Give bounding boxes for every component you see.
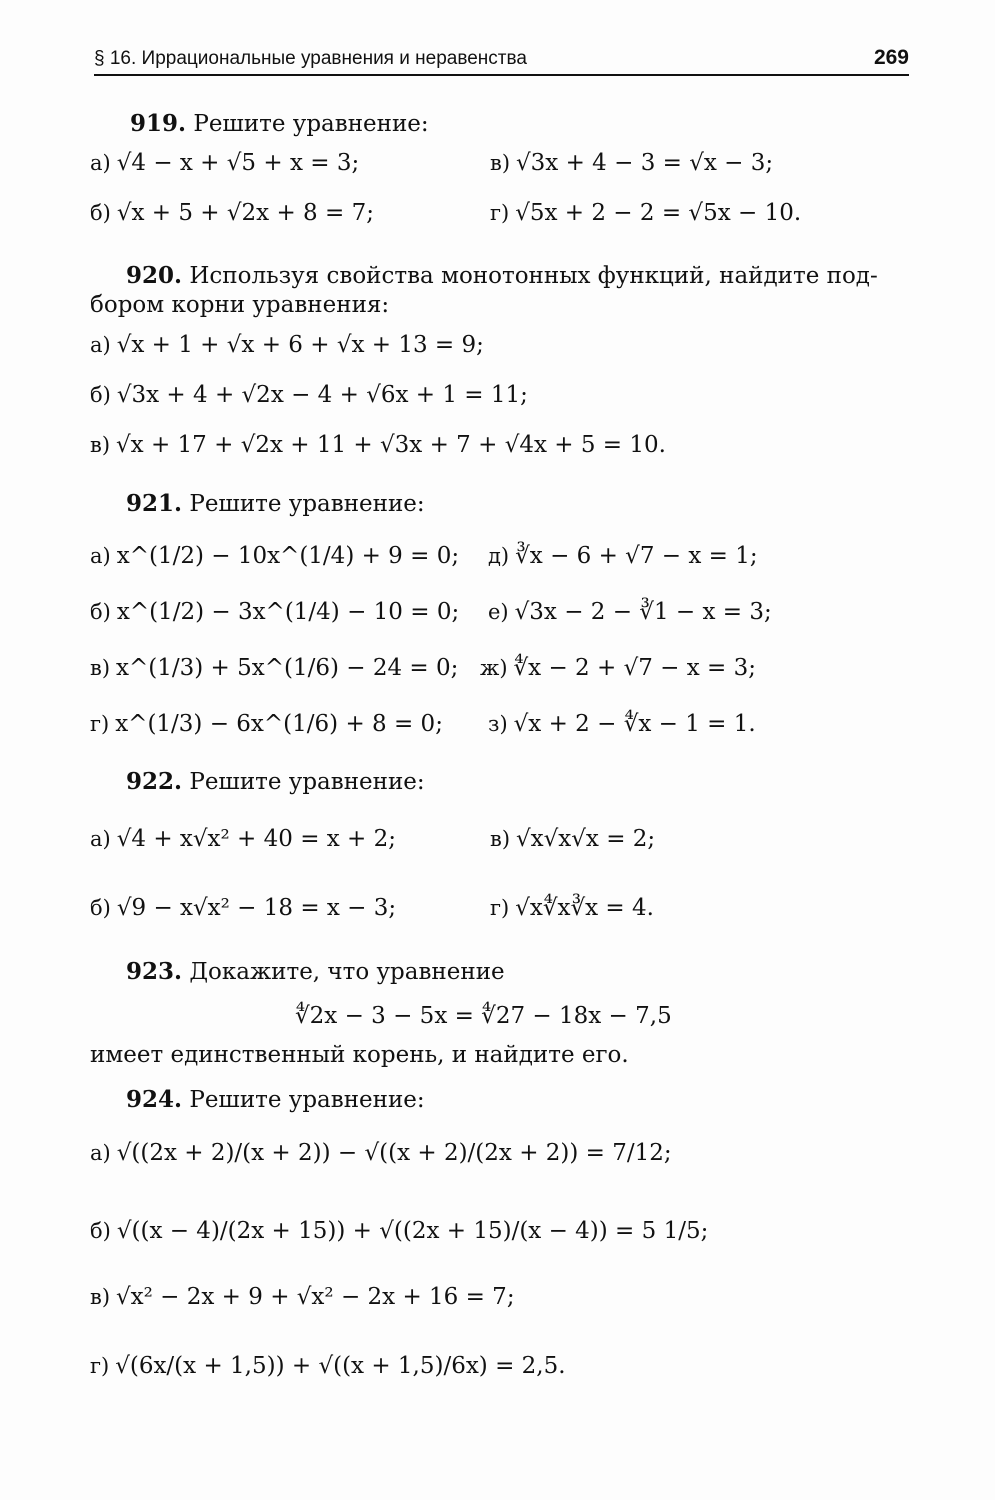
- problem-922-b: б) √9 − x√x² − 18 = x − 3;: [90, 895, 397, 921]
- problem-920-a: а) √x + 1 + √x + 6 + √x + 13 = 9;: [90, 332, 484, 358]
- problem-922-g: г) √x∜x∛x = 4.: [490, 895, 654, 921]
- problem-919-a: а) √4 − x + √5 + x = 3;: [90, 150, 360, 176]
- problem-921-v: в) x^(1/3) + 5x^(1/6) − 24 = 0;: [90, 655, 459, 681]
- problem-921-zh: ж) ∜x − 2 + √7 − x = 3;: [480, 655, 756, 681]
- problem-922-a: а) √4 + x√x² + 40 = x + 2;: [90, 826, 397, 852]
- problem-921-a: а) x^(1/2) − 10x^(1/4) + 9 = 0;: [90, 543, 460, 569]
- problem-921-e: е) √3x − 2 − ∛1 − x = 3;: [488, 599, 772, 625]
- problem-922-title: 922. Решите уравнение:: [126, 768, 425, 795]
- problem-921-g: г) x^(1/3) − 6x^(1/6) + 8 = 0;: [90, 711, 443, 737]
- problem-919-b: б) √x + 5 + √2x + 8 = 7;: [90, 200, 374, 226]
- problem-919-g: г) √5x + 2 − 2 = √5x − 10.: [490, 200, 802, 226]
- problem-922-v: в) √x√x√x = 2;: [490, 826, 656, 852]
- problem-921-z: з) √x + 2 − ∜x − 1 = 1.: [488, 711, 756, 737]
- problem-924-title: 924. Решите уравнение:: [126, 1086, 425, 1113]
- page-number: 269: [873, 46, 909, 69]
- problem-924-b: б) √((x − 4)/(2x + 15)) + √((2x + 15)/(x − 4)) = 5 1/5;: [90, 1218, 709, 1244]
- problem-923-title: 923. Докажите, что уравнение: [126, 958, 505, 985]
- problem-924-v: в) √x² − 2x + 9 + √x² − 2x + 16 = 7;: [90, 1284, 515, 1310]
- problem-919-v: в) √3x + 4 − 3 = √x − 3;: [490, 150, 774, 176]
- problem-920-title-cont: бором корни уравнения:: [90, 292, 390, 318]
- page-header: [94, 44, 909, 76]
- problem-920-b: б) √3x + 4 + √2x − 4 + √6x + 1 = 11;: [90, 382, 528, 408]
- problem-923-tail: имеет единственный корень, и найдите его.: [90, 1042, 629, 1068]
- problem-921-d: д) ∛x − 6 + √7 − x = 1;: [488, 543, 758, 569]
- section-title: § 16. Иррациональные уравнения и неравенства: [94, 48, 527, 69]
- problem-920-title: 920. Используя свойства монотонных функций, найдите под-: [126, 262, 878, 289]
- problem-921-title: 921. Решите уравнение:: [126, 490, 425, 517]
- problem-923-equation: ∜2x − 3 − 5x = ∜27 − 18x − 7,5: [295, 1003, 672, 1029]
- problem-924-g: г) √(6x/(x + 1,5)) + √((x + 1,5)/6x) = 2,5.: [90, 1353, 566, 1379]
- problem-920-v: в) √x + 17 + √2x + 11 + √3x + 7 + √4x + 5 = 10.: [90, 432, 666, 458]
- problem-924-a: а) √((2x + 2)/(x + 2)) − √((x + 2)/(2x + 2)) = 7/12;: [90, 1140, 672, 1166]
- problem-921-b: б) x^(1/2) − 3x^(1/4) − 10 = 0;: [90, 599, 460, 625]
- problem-919-title: 919. Решите уравнение:: [130, 110, 429, 137]
